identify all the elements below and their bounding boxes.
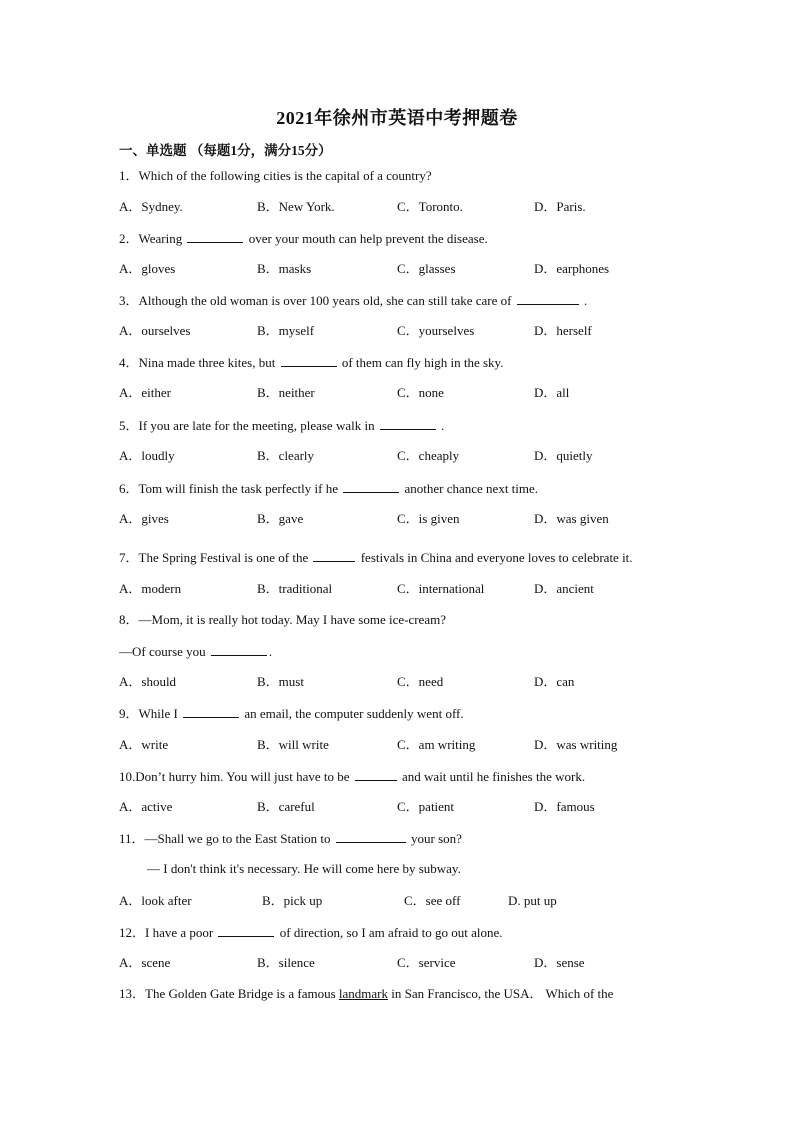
answer-option[interactable]: A．write — [119, 737, 169, 752]
answer-option[interactable]: B．traditional — [257, 581, 333, 596]
answer-blank — [218, 924, 274, 937]
question-text-after: another chance next time. — [404, 481, 539, 496]
answer-blank — [343, 480, 399, 493]
answer-blank — [281, 354, 337, 367]
question-reply — [147, 861, 461, 877]
question-number: 11． — [119, 831, 145, 846]
answer-option[interactable]: D．herself — [534, 323, 592, 338]
answer-option[interactable]: D．earphones — [534, 261, 610, 276]
question-text: Although the old woman is over 100 years old, she can still take care of — [138, 293, 512, 308]
answer-option[interactable]: A．gloves — [119, 261, 176, 276]
answer-blank — [517, 292, 579, 305]
answer-option[interactable]: C．Toronto. — [397, 199, 463, 214]
answer-option[interactable]: A．Sydney. — [119, 199, 183, 214]
question-text: Nina made three kites, but — [138, 355, 276, 370]
answer-option[interactable]: B．must — [257, 674, 304, 689]
answer-option[interactable]: D．sense — [534, 955, 585, 970]
answer-blank — [183, 705, 239, 718]
answer-option[interactable]: C．service — [397, 955, 456, 970]
answer-option[interactable]: A．look after — [119, 893, 192, 908]
question-number: 10. — [119, 769, 136, 784]
question-text-after: and wait until he finishes the work. — [402, 769, 586, 784]
answer-option[interactable]: D．was writing — [534, 737, 618, 752]
question-text-after: your son? — [411, 831, 462, 846]
answer-option[interactable]: D．can — [534, 674, 575, 689]
answer-option[interactable]: C．international — [397, 581, 485, 596]
answer-option[interactable]: D．was given — [534, 511, 609, 526]
question-text-after: in San Francisco, the USA． Which of the — [391, 986, 614, 1001]
answer-option[interactable]: D．Paris. — [534, 199, 586, 214]
question-number: 4． — [119, 355, 139, 370]
answer-option[interactable]: D．famous — [534, 799, 595, 814]
question-text: —Mom, it is really hot today. May I have some ice-cream? — [138, 612, 446, 627]
answer-option[interactable]: C．cheaply — [397, 448, 460, 463]
answer-option[interactable]: A．loudly — [119, 448, 175, 463]
question-number: 12． — [119, 925, 146, 940]
question-number: 8． — [119, 612, 139, 627]
reply-text-after: . — [268, 644, 273, 659]
answer-blank — [313, 549, 355, 562]
question-stem — [119, 230, 488, 247]
answer-option[interactable]: A．active — [119, 799, 173, 814]
question-reply — [119, 643, 272, 660]
question-number: 1． — [119, 168, 139, 183]
answer-option[interactable]: A．scene — [119, 955, 171, 970]
answer-option[interactable]: C．yourselves — [397, 323, 475, 338]
answer-option[interactable]: B．will write — [257, 737, 329, 752]
question-text-after: . — [441, 418, 445, 433]
answer-option[interactable]: B．pick up — [262, 893, 323, 908]
question-stem — [119, 480, 538, 497]
section-heading: 一、单选题 （每题1分，满分15分） — [119, 143, 332, 158]
question-text-after: festivals in China and everyone loves to celebrate it. — [360, 550, 633, 565]
question-text: While I — [138, 706, 178, 721]
answer-option[interactable]: B．careful — [257, 799, 315, 814]
answer-option[interactable]: D．ancient — [534, 581, 594, 596]
question-stem — [119, 292, 587, 309]
underlined-word: landmark — [338, 986, 388, 1001]
question-text-after: of them can fly high in the sky. — [341, 355, 504, 370]
question-text: Wearing — [138, 231, 183, 246]
question-text: —Shall we go to the East Station to — [144, 831, 331, 846]
answer-option[interactable]: C．am writing — [397, 737, 476, 752]
reply-text: —Of course you — [119, 644, 206, 659]
answer-blank — [211, 643, 267, 656]
answer-option[interactable]: C．see off — [404, 893, 461, 908]
question-stem — [119, 549, 633, 566]
answer-option[interactable]: A．should — [119, 674, 177, 689]
question-stem — [119, 768, 585, 785]
question-number: 6． — [119, 481, 139, 496]
answer-option[interactable]: D．all — [534, 385, 570, 400]
answer-option[interactable]: C．none — [397, 385, 444, 400]
question-stem — [119, 986, 613, 1002]
answer-option[interactable]: A．ourselves — [119, 323, 191, 338]
answer-option[interactable]: B．myself — [257, 323, 315, 338]
question-stem — [119, 705, 464, 722]
question-text-after: over your mouth can help prevent the disease. — [248, 231, 488, 246]
answer-option[interactable]: C．patient — [397, 799, 455, 814]
answer-option[interactable]: A．either — [119, 385, 171, 400]
answer-option[interactable]: C．need — [397, 674, 444, 689]
answer-option[interactable]: B．silence — [257, 955, 315, 970]
answer-option[interactable]: D．quietly — [534, 448, 593, 463]
question-number: 3． — [119, 293, 139, 308]
question-text: If you are late for the meeting, please walk in — [138, 418, 375, 433]
answer-blank — [187, 230, 243, 243]
question-stem — [119, 417, 444, 434]
question-text: Which of the following cities is the capital of a country? — [138, 168, 432, 183]
exam-title: 2021年徐州市英语中考押题卷 — [276, 108, 518, 128]
question-number: 5． — [119, 418, 139, 433]
answer-blank — [355, 768, 397, 781]
answer-option[interactable]: B．neither — [257, 385, 315, 400]
question-text: The Golden Gate Bridge is a famous — [145, 986, 336, 1001]
answer-option[interactable]: B．clearly — [257, 448, 315, 463]
question-stem — [119, 612, 446, 628]
question-stem — [119, 924, 502, 941]
question-stem — [119, 354, 503, 371]
answer-option[interactable]: C．glasses — [397, 261, 456, 276]
answer-option[interactable]: C．is given — [397, 511, 460, 526]
question-stem — [119, 830, 462, 847]
reply-text: — I don't think it's necessary. He will come here by subway. — [147, 861, 461, 876]
question-text: Tom will finish the task perfectly if he — [138, 481, 338, 496]
answer-option[interactable]: A．modern — [119, 581, 182, 596]
answer-option[interactable]: B．gave — [257, 511, 304, 526]
answer-option[interactable]: B．masks — [257, 261, 312, 276]
answer-option[interactable]: D. put up — [508, 893, 557, 908]
question-text: Don’t hurry him. You will just have to be — [135, 769, 350, 784]
question-number: 2． — [119, 231, 139, 246]
question-number: 9． — [119, 706, 139, 721]
answer-blank — [336, 830, 406, 843]
question-number: 13． — [119, 986, 146, 1001]
question-text: The Spring Festival is one of the — [138, 550, 309, 565]
question-text: I have a poor — [145, 925, 214, 940]
question-stem — [119, 168, 432, 184]
question-text-after: of direction, so I am afraid to go out alone. — [279, 925, 503, 940]
answer-option[interactable]: B．New York. — [257, 199, 335, 214]
question-number: 7． — [119, 550, 139, 565]
question-text-after: . — [583, 293, 588, 308]
answer-option[interactable]: A．gives — [119, 511, 169, 526]
answer-blank — [380, 417, 436, 430]
question-text-after: an email, the computer suddenly went off. — [244, 706, 464, 721]
